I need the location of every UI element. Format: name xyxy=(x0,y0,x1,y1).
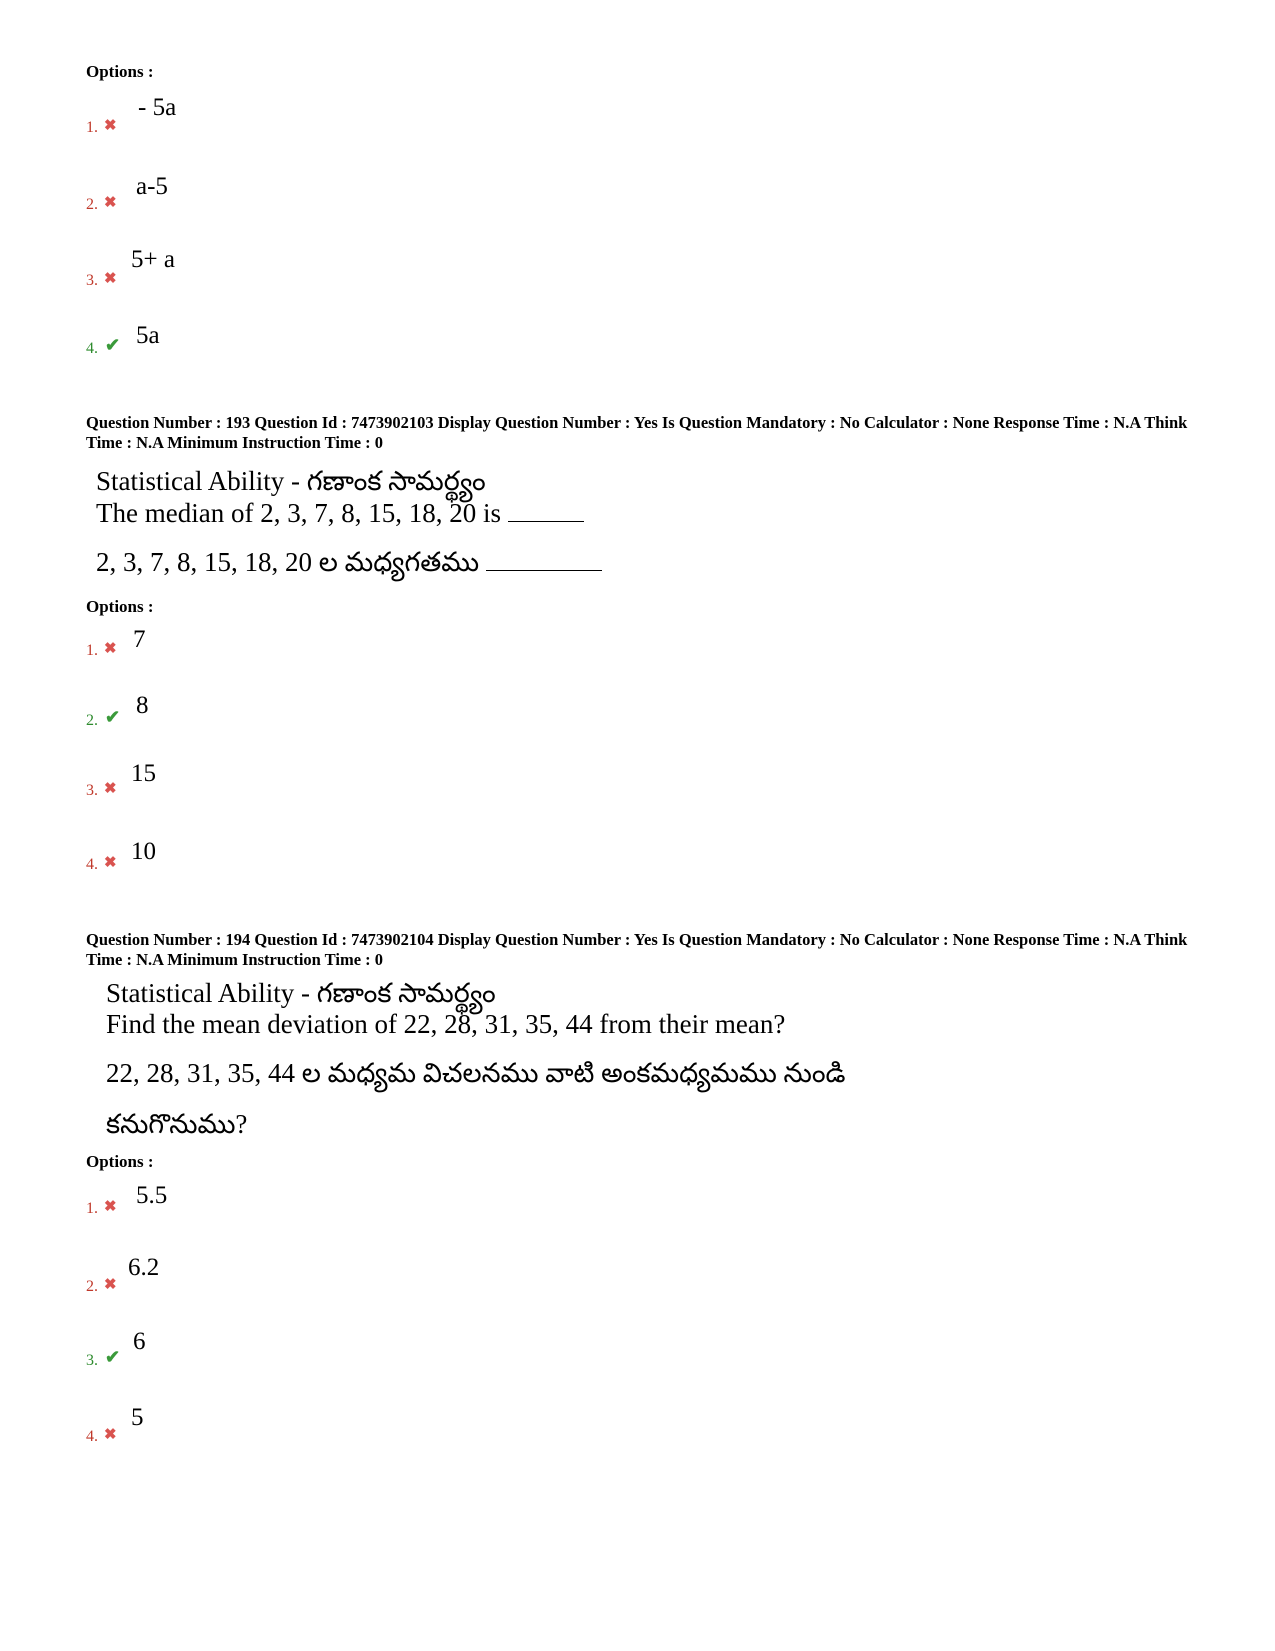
option-number: 2. xyxy=(86,712,98,729)
checkmark-icon: ✔ xyxy=(105,335,121,355)
option-value: 5.5 xyxy=(136,1182,168,1209)
option-value: 5+ a xyxy=(131,246,175,273)
option-value: 6.2 xyxy=(128,1254,160,1281)
options-label: Options : xyxy=(86,1152,154,1171)
question-meta: Question Number : 193 Question Id : 7473902103 Display Question Number : Yes Is Question Mandatory : No Calculator : None Response Time : N.A Think Time : N.A Minimum Instruction Time : 0 xyxy=(86,413,1188,452)
option-number: 4. xyxy=(86,1428,98,1445)
wrong-icon: ✖ xyxy=(104,1427,117,1443)
wrong-icon: ✖ xyxy=(104,641,117,657)
wrong-icon: ✖ xyxy=(104,781,117,797)
wrong-icon: ✖ xyxy=(104,271,117,287)
option-number: 1. xyxy=(86,119,98,136)
wrong-icon: ✖ xyxy=(104,855,117,871)
wrong-icon: ✖ xyxy=(104,118,117,134)
answer-blank xyxy=(508,497,584,522)
option-number: 3. xyxy=(86,782,98,799)
option-value: 15 xyxy=(131,760,156,787)
question-meta: Question Number : 194 Question Id : 7473902104 Display Question Number : Yes Is Question Mandatory : No Calculator : None Response Time : N.A Think Time : N.A Minimum Instruction Time : 0 xyxy=(86,930,1188,969)
options-label: Options : xyxy=(86,597,154,616)
wrong-icon: ✖ xyxy=(104,1199,117,1215)
answer-blank xyxy=(486,546,602,571)
option-number: 3. xyxy=(86,1352,98,1369)
checkmark-icon: ✔ xyxy=(105,707,121,727)
option-number: 2. xyxy=(86,1278,98,1295)
checkmark-icon: ✔ xyxy=(105,1347,121,1367)
option-number: 3. xyxy=(86,272,98,289)
wrong-icon: ✖ xyxy=(104,195,117,211)
question-stem-line: కనుగొనుము? xyxy=(106,1109,248,1139)
option-number: 4. xyxy=(86,856,98,873)
wrong-icon: ✖ xyxy=(104,1277,117,1293)
option-value: a-5 xyxy=(136,173,168,200)
options-label: Options : xyxy=(86,62,154,81)
option-number: 4. xyxy=(86,340,98,357)
option-number: 1. xyxy=(86,642,98,659)
option-value: - 5a xyxy=(138,94,177,121)
option-value: 6 xyxy=(133,1328,146,1355)
question-stem-line: 22, 28, 31, 35, 44 ల మధ్యమ విచలనము వాటి అంకమధ్యమము నుండి xyxy=(106,1058,846,1088)
option-number: 1. xyxy=(86,1200,98,1217)
question-stem-line: Find the mean deviation of 22, 28, 31, 35, 44 from their mean? xyxy=(106,1009,786,1039)
question-stem-line xyxy=(96,546,602,577)
option-value: 7 xyxy=(133,626,146,653)
question-stem-line xyxy=(96,497,584,528)
question-stem-text: 2, 3, 7, 8, 15, 18, 20 ల మధ్యగతము xyxy=(96,547,480,577)
option-number: 2. xyxy=(86,196,98,213)
option-value: 10 xyxy=(131,838,156,865)
option-value: 5 xyxy=(131,1404,144,1431)
question-stem-line: Statistical Ability - గణాంక సామర్థ్యం xyxy=(96,466,486,496)
option-value: 5a xyxy=(136,322,160,349)
question-stem-text: The median of 2, 3, 7, 8, 15, 18, 20 is xyxy=(96,498,501,528)
question-stem-line: Statistical Ability - గణాంక సామర్థ్యం xyxy=(106,978,496,1008)
option-value: 8 xyxy=(136,692,149,719)
